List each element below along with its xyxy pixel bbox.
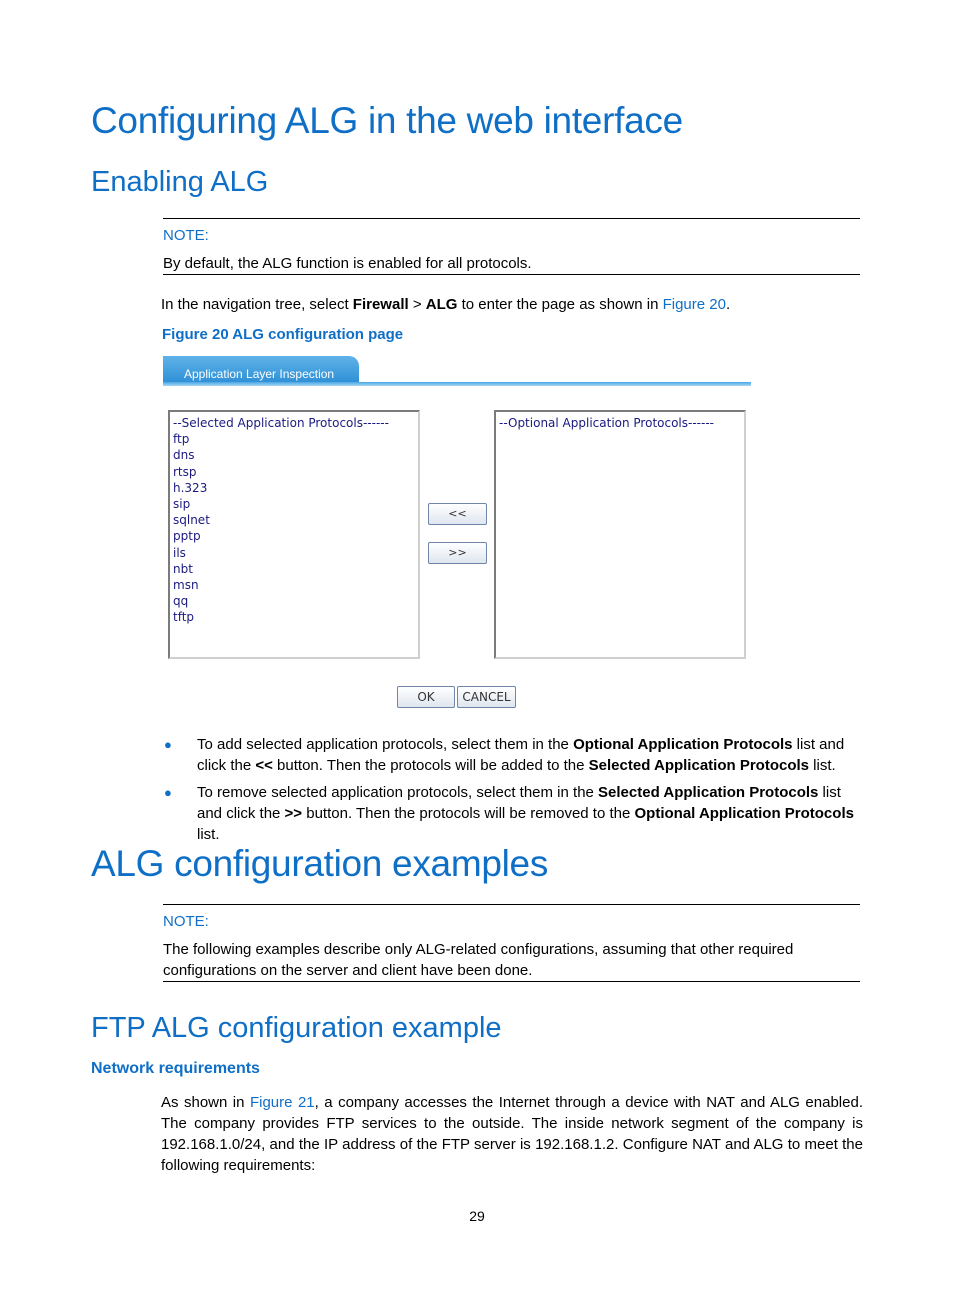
list-item[interactable]: pptp (173, 529, 201, 544)
bullet-icon: ● (164, 785, 172, 800)
remove-protocol-button[interactable]: >> (428, 542, 487, 564)
list-item[interactable]: dns (173, 448, 195, 463)
note-label: NOTE: (163, 913, 209, 930)
note-bottom-rule (163, 274, 860, 275)
note-top-rule (163, 904, 860, 905)
figure-21-link[interactable]: Figure 21 (249, 1094, 315, 1111)
note-text: The following examples describe only ALG-related configurations, assuming that other required configurations on the server and client have been done. (163, 941, 794, 979)
bullet-add-protocols: To add selected application protocols, select them in the Optional Application Protocols list and click the << button. Then the protocols will be added to the Selected Application Protocols list. (197, 736, 845, 774)
list-item[interactable]: ils (173, 545, 186, 560)
note-label: NOTE: (163, 227, 209, 244)
list-item[interactable]: h.323 (173, 480, 208, 495)
tab-bar (163, 356, 751, 387)
cancel-button[interactable]: CANCEL (457, 686, 516, 708)
figure-caption: Figure 20 ALG configuration page (162, 326, 404, 343)
list-item[interactable]: sip (173, 496, 191, 511)
list-item[interactable]: --Optional Application Protocols------ (499, 416, 714, 430)
bullet-remove-protocols: To remove selected application protocols, select them in the Selected Application Protocols list and click the >> button. Then the protocols will be removed to the Optional Application Protocols list. (197, 784, 854, 843)
add-protocol-button[interactable]: << (428, 503, 487, 525)
page-title: Configuring ALG in the web interface (91, 100, 683, 141)
list-item[interactable]: ftp (173, 432, 190, 447)
network-requirements-paragraph: As shown in Figure 21, a company accesses the Internet through a device with NAT and ALG enabled. The company provides FTP services to the outside. The inside network segment of the company is 192.168.1.0/24, and the IP address of the FTP server is 192.168.1.2. Configure NAT and ALG to meet the following requirements: (161, 1094, 863, 1174)
selected-protocols-listbox[interactable] (168, 410, 420, 659)
tab-underline (163, 382, 751, 386)
list-item[interactable]: rtsp (173, 464, 197, 479)
subsection-heading-network-requirements: Network requirements (91, 1060, 260, 1077)
list-item[interactable]: nbt (173, 561, 193, 576)
bullet-icon: ● (164, 737, 172, 752)
section-heading-ftp-alg: FTP ALG configuration example (91, 1012, 502, 1044)
figure-20-link[interactable]: Figure 20 (662, 296, 726, 313)
tab-application-layer-inspection[interactable]: Application Layer Inspection (163, 356, 359, 384)
note-top-rule (163, 218, 860, 219)
note-text: By default, the ALG function is enabled for all protocols. (163, 255, 532, 272)
section-title-alg-examples: ALG configuration examples (91, 843, 549, 884)
intro-paragraph: In the navigation tree, select Firewall > ALG to enter the page as shown in Figure 20. (161, 296, 731, 313)
list-item[interactable]: qq (173, 594, 189, 609)
note-bottom-rule (163, 981, 860, 982)
list-item[interactable]: tftp (173, 610, 195, 625)
list-item[interactable]: --Selected Application Protocols------ (173, 416, 389, 430)
page-number: 29 (469, 1208, 485, 1224)
list-item[interactable]: sqlnet (173, 513, 210, 528)
ok-button[interactable]: OK (397, 686, 455, 708)
list-item[interactable]: msn (173, 577, 199, 592)
section-heading-enabling-alg: Enabling ALG (91, 166, 269, 198)
optional-protocols-listbox[interactable] (494, 410, 746, 659)
